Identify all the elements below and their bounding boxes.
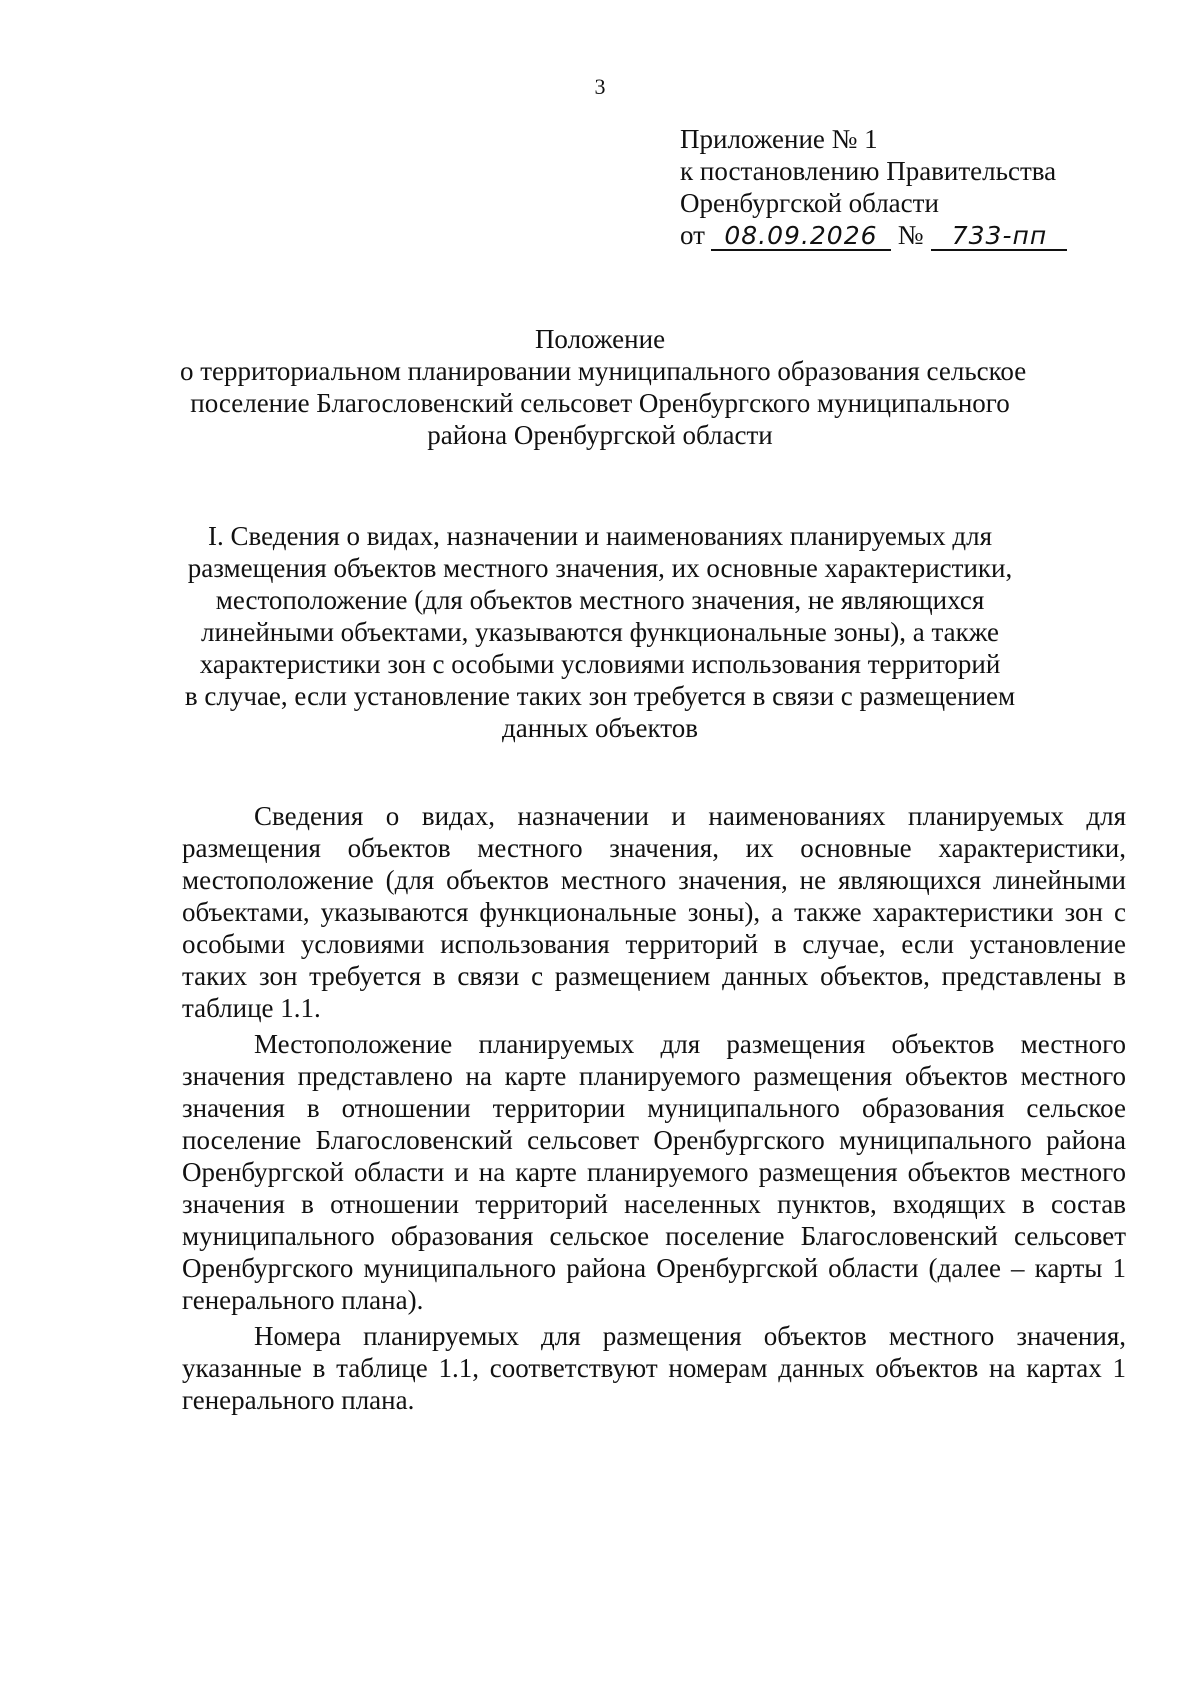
number-prefix: № xyxy=(897,220,924,250)
section-line: в случае, если установление таких зон требуется в связи с размещением xyxy=(184,681,1016,711)
section-line: размещения объектов местного значения, их основные характеристики, xyxy=(187,553,1013,583)
appendix-header xyxy=(680,123,1067,251)
section-line: данных объектов xyxy=(502,713,698,743)
title-line: района Оренбургской области xyxy=(427,420,773,450)
appendix-title: Приложение № 1 xyxy=(680,124,878,154)
title-heading: Положение xyxy=(534,324,666,354)
paragraph: Местоположение планируемых для размещения объектов местного значения представлено на карте планируемого размещения объектов местного значения в отношении территории муниципального образования сельское поселение Благословенский сельсовет Оренбургского муниципального района Оренбургской области и на карте планируемого размещения объектов местного значения в отношении территорий населенных пунктов, входящих в состав муниципального образования сельское поселение Благословенский сельсовет Оренбургского муниципального района Оренбургской области (далее – карты 1 генерального плана). xyxy=(182,1029,1126,1315)
title-line: о территориальном планировании муниципального образования сельское xyxy=(180,356,1027,386)
section-line: линейными объектами, указываются функциональные зоны), а также xyxy=(201,617,999,647)
page-number: 3 xyxy=(594,74,606,99)
body-text xyxy=(182,800,1126,1420)
appendix-date-line xyxy=(680,219,1067,251)
date-prefix: от xyxy=(680,220,705,250)
handwritten-date: 08.09.2026 xyxy=(711,223,891,251)
section-line: характеристики зон с особыми условиями использования территорий xyxy=(199,649,1001,679)
section-line: I. Сведения о видах, назначении и наименованиях планируемых для xyxy=(207,521,992,551)
paragraph: Сведения о видах, назначении и наименованиях планируемых для размещения объектов местного значения, их основные характеристики, местоположение (для объектов местного значения, не являющихся линейными объектами, указываются функциональные зоны), а также характеристики зон с особыми условиями использования территорий в случае, если установление таких зон требуется в связи с размещением данных объектов, представлены в таблице 1.1. xyxy=(182,801,1126,1023)
title-line: поселение Благословенский сельсовет Оренбургского муниципального xyxy=(190,388,1010,418)
paragraph: Номера планируемых для размещения объектов местного значения, указанные в таблице 1.1, соответствуют номерам данных объектов на картах 1 генерального плана. xyxy=(182,1321,1126,1415)
appendix-region: Оренбургской области xyxy=(680,188,939,218)
handwritten-number: 733-пп xyxy=(931,223,1067,251)
section-heading xyxy=(180,520,1020,744)
appendix-resolution: к постановлению Правительства xyxy=(680,156,1057,186)
document-title xyxy=(180,323,1027,451)
section-line: местоположение (для объектов местного значения, не являющихся xyxy=(215,585,985,615)
